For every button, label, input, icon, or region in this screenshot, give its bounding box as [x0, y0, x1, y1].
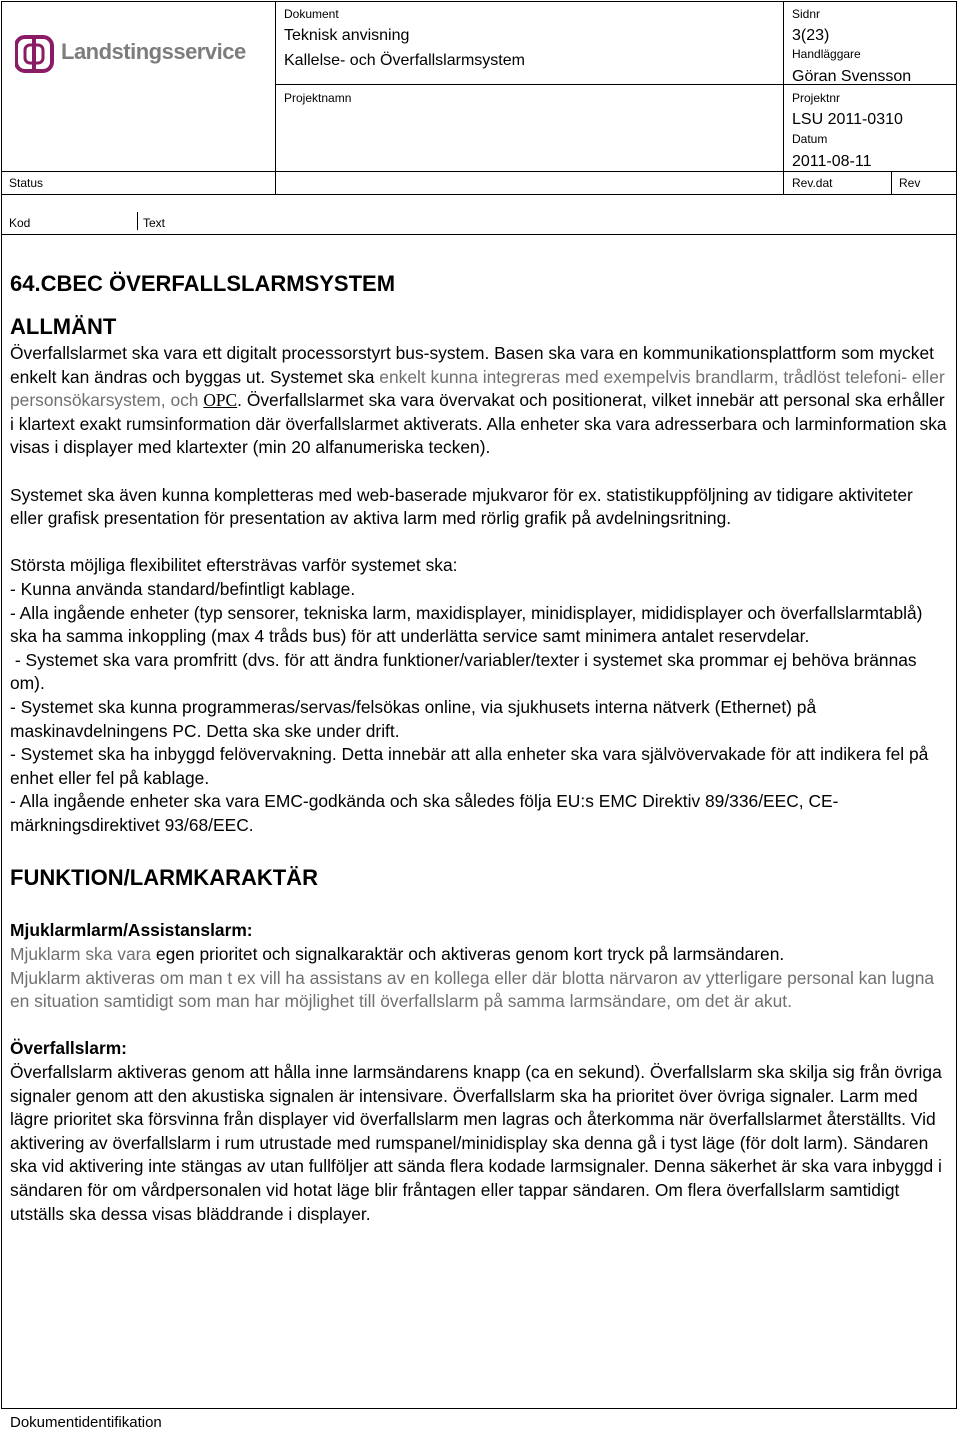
mjuklarm-paragraph-1 — [10, 943, 950, 967]
document-identification-label: Dokumentidentifikation — [10, 1414, 162, 1431]
projektnr-label: Projektnr — [792, 91, 841, 105]
status-label: Status — [9, 176, 44, 190]
allmant-text-a: Överfallslarmet ska vara ett digitalt processorstyrt bus-system. Basen ska vara en kommunikationsplattform som mycket enkelt kan ändras och byggas ut. Systemet ska — [10, 343, 934, 387]
flexibility-intro: Största möjliga flexibilitet eftersträvas varför systemet ska: — [10, 555, 458, 576]
list-item: - Kunna använda standard/befintligt kablage. — [10, 578, 356, 599]
list-item: - Systemet ska kunna programmeras/servas/felsökas online, via sjukhusets interna nätverk (Ethernet) på maskinavdelningens PC. Detta ska ske under drift. — [10, 696, 817, 741]
projektnr-value: LSU 2011-0310 — [792, 111, 903, 128]
dokument-title: Teknisk anvisning — [284, 27, 410, 44]
allmant-heading: ALLMÄNT — [10, 314, 117, 339]
kod-label: Kod — [9, 216, 31, 230]
allmant-paragraph-2: Systemet ska även kunna kompletteras med web-baserade mjukvaror för ex. statistikuppföljning av tidigare aktiviteter eller grafisk presentation för presentation av aktiva larm med rörlig grafik på avdelningsritning. — [10, 484, 913, 529]
overfallslarm-paragraph: Överfallslarm aktiveras genom att hålla inne larmsändarens knapp (ca en sekund). Överfallslarm ska skilja sig från övriga signaler genom att den akustiska signalen är intensivare. Överfallslarm ska ha prioritet över övriga signaler. Larm med lägre prioritet ska försvinna från displayer vid överfallslarm men lagras och återkomma när överfallslarmet återställts. Vid aktivering av överfallslarm i rum utrustade med rumspanel/minidisplay ska denna gå i tyst läge (för dolt larm). Sändaren ska vid aktivering inte stängas av utan fullföljer att sända flera kodade larmsignaler. Denna säkerhet är ska vara inbyggd i sändaren för om vårdpersonalen vid hotat läge blir fråntagen eller tappar sändaren. Om flera överfallslarm samtidigt utställs ska dessa visas bläddrande i displayer. — [10, 1062, 942, 1224]
opc-link: OPC — [203, 390, 238, 411]
section-title: 64.CBEC ÖVERFALLSLARMSYSTEM — [10, 271, 396, 296]
datum-value: 2011-08-11 — [792, 153, 872, 170]
divider — [1, 234, 957, 235]
dokument-subtitle: Kallelse- och Överfallslarmsystem — [284, 52, 525, 69]
list-item: - Alla ingående enheter (typ sensorer, tekniska larm, maxidisplayer, minidisplayer, mididisplayer och överfallslarmtablå) ska ha samma inkoppling (max 4 tråds bus) för att underlätta service samt minimera antalet reservdelar. — [10, 602, 923, 647]
allmant-text-c: . Överfallslarmet ska vara övervakat och positionerat, vilket innebär att personal ska erhåller i klartext exakt rumsinformation där överfallslarmet aktiverats. Alla enheter ska vara adresserbara och larminformation ska visas i displayer med klartexter (min 20 alfanumeriska tecken). — [10, 390, 947, 458]
dokument-label: Dokument — [284, 7, 339, 21]
revdat-label: Rev.dat — [792, 176, 833, 190]
mjuklarm-heading: Mjuklarmlarm/Assistanslarm: — [10, 920, 253, 941]
handlaggare-label: Handläggare — [792, 47, 861, 61]
logo-text: Landstingsservice — [61, 39, 246, 64]
sidnr-value: 3(23) — [792, 27, 830, 44]
list-item: - Systemet ska vara promfritt (dvs. för att ändra funktioner/variabler/texter i systemet ska prommar ej behöva brännas om). — [10, 649, 922, 694]
sidnr-label: Sidnr — [792, 7, 821, 21]
projektnamn-label: Projektnamn — [284, 91, 352, 105]
datum-label: Datum — [792, 132, 828, 146]
mjuklarm-text: egen prioritet och signalkaraktär och aktiveras genom kort tryck på larmsändaren. — [155, 944, 785, 965]
mjuklarm-paragraph-2: Mjuklarm aktiveras om man t ex vill ha assistans av en kollega eller där blotta närvaron av ytterligare personal kan lugna en situation samtidigt som man har möjlighet till överfallslarm på samma larmsändare, om det är akut. — [10, 967, 935, 1012]
document-body — [10, 268, 950, 1226]
list-item: - Alla ingående enheter ska vara EMC-godkända och ska således följa EU:s EMC Direktiv 89/336/EEC, CE-märkningsdirektivet 93/68/EEC. — [10, 791, 839, 835]
list-item: - Systemet ska ha inbyggd felövervakning. Detta innebär att alla enheter ska vara självövervakade för att indikera fel på enhet eller fel på kablage. — [10, 744, 929, 788]
kod-text-row — [1, 212, 957, 234]
funktion-heading: FUNKTION/LARMKARAKTÄR — [10, 865, 318, 891]
overfallslarm-heading: Överfallslarm: — [10, 1038, 127, 1059]
document-header — [1, 1, 957, 195]
allmant-text-b: enkelt kunna integreras med exempelvis brandlarm, trådlöst telefoni- eller personsökarsystem, och — [10, 366, 945, 411]
text-label: Text — [143, 216, 166, 230]
allmant-paragraph-1 — [10, 342, 950, 460]
mjuklarm-text-grey: Mjuklarm ska vara — [10, 944, 156, 965]
rev-label: Rev — [899, 176, 921, 190]
handlaggare-value: Göran Svensson — [792, 68, 912, 85]
